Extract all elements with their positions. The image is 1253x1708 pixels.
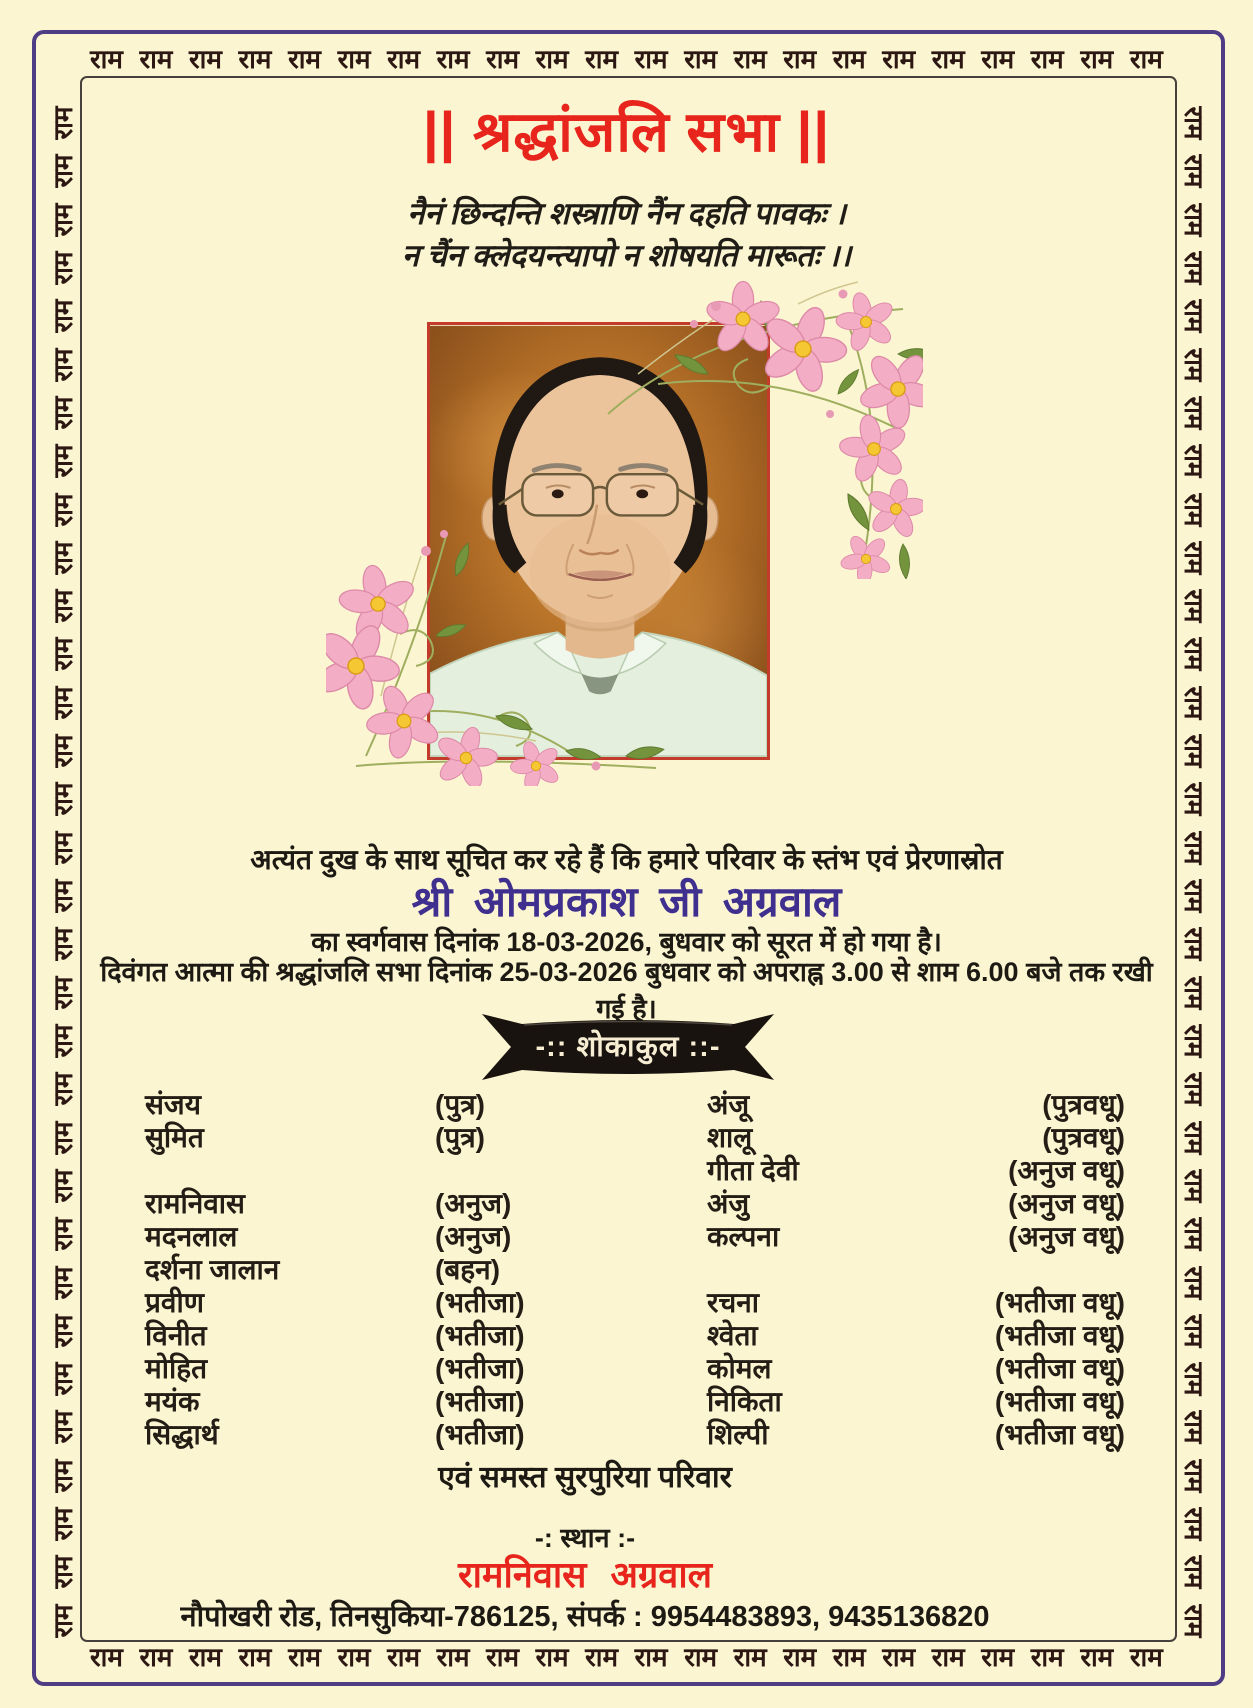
ram-border-word: राम bbox=[139, 44, 173, 74]
ram-border-word: राम bbox=[585, 44, 619, 74]
ram-border-word: राम bbox=[981, 44, 1015, 74]
ram-border-word: राम bbox=[634, 44, 668, 74]
portrait-photo bbox=[427, 322, 770, 760]
ram-border-word: राम bbox=[48, 1024, 78, 1058]
ram-border-word: राम bbox=[684, 44, 718, 74]
ram-border-word: राम bbox=[139, 1642, 173, 1672]
ram-border-word: राम bbox=[48, 299, 78, 333]
member-relation-right: (अनुज वधू) bbox=[1008, 1188, 1125, 1219]
member-relation-right: (भतीजा वधू) bbox=[994, 1287, 1125, 1318]
mourning-banner-label: -:: शोकाकुल ::- bbox=[535, 1030, 721, 1063]
ram-border-word: राम bbox=[733, 44, 767, 74]
ram-border-word: राम bbox=[1179, 1121, 1209, 1155]
ram-border-word: राम bbox=[1179, 348, 1209, 382]
member-name-right: अंजु bbox=[707, 1188, 750, 1219]
address-line: नौपोखरी रोड, तिनसुकिया-786125, संपर्क : 9954483893, 9435136820 bbox=[180, 1601, 990, 1633]
member-row bbox=[140, 1415, 1125, 1448]
member-relation-right: (भतीजा वधू) bbox=[994, 1353, 1125, 1384]
sabha-line-prefix: दिवंगत आत्मा की bbox=[100, 957, 276, 987]
member-name-right: निकिता bbox=[707, 1386, 782, 1417]
ram-border-word: राम bbox=[48, 1410, 78, 1444]
ram-border-word: राम bbox=[387, 1642, 421, 1672]
ram-border-word: राम bbox=[585, 1642, 619, 1672]
ram-border-word: राम bbox=[882, 1642, 916, 1672]
member-relation-right: (अनुज वधू) bbox=[1008, 1155, 1125, 1186]
member-relation-left: (भतीजा) bbox=[435, 1386, 525, 1417]
member-row bbox=[140, 1283, 1125, 1316]
portrait-illustration bbox=[430, 325, 767, 757]
member-name-right: गीता देवी bbox=[707, 1155, 799, 1186]
ram-border-word: राम bbox=[1179, 686, 1209, 720]
ram-border-word: राम bbox=[1179, 1362, 1209, 1396]
ram-border-word: राम bbox=[634, 1642, 668, 1672]
shloka-line-2: न चैंन क्लेदयन्त्यापो न शोषयति मारूतः ।। bbox=[401, 238, 852, 273]
member-name-left: सुमित bbox=[145, 1122, 204, 1153]
ram-border-word: राम bbox=[48, 782, 78, 816]
ram-border-word: राम bbox=[1179, 1410, 1209, 1444]
member-row bbox=[140, 1184, 1125, 1217]
shloka-line-1: नैनं छिन्दन्ति शस्त्राणि नैंन दहति पावकः । bbox=[407, 196, 846, 231]
ram-border-word: राम bbox=[931, 44, 965, 74]
ram-border-word: राम bbox=[1179, 299, 1209, 333]
member-name-left: रामनिवास bbox=[145, 1188, 245, 1219]
ram-border-word: राम bbox=[1179, 106, 1209, 140]
ram-border-word: राम bbox=[832, 1642, 866, 1672]
ram-border-word: राम bbox=[48, 348, 78, 382]
ram-border-word: राम bbox=[1179, 589, 1209, 623]
announcement-intro: अत्यंत दुख के साथ सूचित कर रहे हैं कि हमारे परिवार के स्तंभ एवं प्रेरणास्रोत bbox=[250, 844, 1003, 875]
member-row bbox=[140, 1217, 1125, 1250]
ram-border-word: राम bbox=[535, 1642, 569, 1672]
ram-border-word: राम bbox=[1179, 734, 1209, 768]
member-relation-right: (पुत्रवधू) bbox=[1042, 1122, 1125, 1153]
ram-border-word: राम bbox=[882, 44, 916, 74]
ram-border-word: राम bbox=[1179, 879, 1209, 913]
member-name-right: कोमल bbox=[707, 1353, 772, 1384]
ram-border-word: राम bbox=[48, 444, 78, 478]
member-relation-left: (भतीजा) bbox=[435, 1320, 525, 1351]
ram-border-word: राम bbox=[1179, 1072, 1209, 1106]
ram-border-word: राम bbox=[48, 106, 78, 140]
deceased-name: श्री ओमप्रकाश जी अग्रवाल bbox=[411, 878, 842, 925]
ram-border-word: राम bbox=[486, 44, 520, 74]
ram-border-word: राम bbox=[48, 1604, 78, 1638]
ram-border-word: राम bbox=[189, 44, 222, 74]
ram-border-word: राम bbox=[337, 1642, 371, 1672]
venue-heading: -: स्थान :- bbox=[534, 1523, 636, 1553]
ram-border-word: राम bbox=[48, 396, 78, 430]
ram-border-word: राम bbox=[48, 879, 78, 913]
member-name-right: रचना bbox=[707, 1287, 760, 1318]
ram-border-word: राम bbox=[48, 1459, 78, 1493]
host-name: रामनिवास अग्रवाल bbox=[457, 1554, 713, 1595]
ram-border-word: राम bbox=[48, 734, 78, 768]
ram-border-word: राम bbox=[1179, 493, 1209, 526]
member-relation-left: (भतीजा) bbox=[435, 1419, 525, 1450]
ram-border-word: राम bbox=[1179, 203, 1209, 237]
member-relation-right: (भतीजा वधू) bbox=[994, 1320, 1125, 1351]
member-name-left: संजय bbox=[145, 1089, 201, 1120]
ram-border-word: राम bbox=[48, 589, 78, 623]
ram-border-word: राम bbox=[48, 1072, 78, 1106]
member-relation-left: (अनुज) bbox=[435, 1221, 512, 1252]
ram-border-word: राम bbox=[48, 493, 78, 526]
ram-border-word: राम bbox=[1080, 44, 1114, 74]
member-name-left: मोहित bbox=[145, 1353, 208, 1384]
ram-border-word: राम bbox=[48, 1314, 78, 1348]
ram-border-word: राम bbox=[238, 44, 272, 74]
ram-border-bottom bbox=[90, 1644, 1163, 1670]
ram-border-word: राम bbox=[1179, 251, 1209, 285]
ram-border-word: राम bbox=[1179, 1169, 1209, 1203]
member-name-right: शालू bbox=[707, 1122, 753, 1153]
mourning-banner bbox=[482, 1012, 774, 1082]
ram-border-word: राम bbox=[436, 44, 470, 74]
ram-border-word: राम bbox=[48, 1507, 78, 1541]
ram-border-left bbox=[46, 106, 80, 1638]
member-name-right: अंजू bbox=[707, 1089, 750, 1120]
member-row bbox=[140, 1382, 1125, 1415]
ram-border-word: राम bbox=[1179, 1459, 1209, 1493]
member-name-left: मयंक bbox=[145, 1386, 200, 1417]
ram-border-word: राम bbox=[1179, 1507, 1209, 1541]
member-relation-right: (पुत्रवधू) bbox=[1042, 1089, 1125, 1120]
ram-border-word: राम bbox=[1030, 44, 1064, 74]
member-row bbox=[140, 1118, 1125, 1151]
ram-border-word: राम bbox=[733, 1642, 767, 1672]
ram-border-word: राम bbox=[1179, 396, 1209, 430]
members-list bbox=[140, 1085, 1125, 1448]
ram-border-word: राम bbox=[1129, 1642, 1163, 1672]
ram-border-word: राम bbox=[48, 1169, 78, 1203]
ram-border-word: राम bbox=[981, 1642, 1015, 1672]
ram-border-word: राम bbox=[48, 154, 78, 188]
ram-border-word: राम bbox=[1179, 927, 1209, 961]
ram-border-word: राम bbox=[1179, 541, 1209, 575]
sabha-line-suffix: दिनांक 25-03-2026 बुधवार को अपराह्न 3.00 से शाम 6.00 बजे तक रखी गई है। bbox=[420, 957, 1153, 1024]
ram-border-word: राम bbox=[48, 1121, 78, 1155]
ram-border-word: राम bbox=[48, 1555, 78, 1589]
member-relation-left: (भतीजा) bbox=[435, 1353, 525, 1384]
member-relation-left: (पुत्र) bbox=[435, 1122, 486, 1153]
ram-border-word: राम bbox=[48, 686, 78, 720]
ram-border-right bbox=[1177, 106, 1211, 1638]
member-name-left: प्रवीण bbox=[145, 1287, 204, 1318]
death-date-line: का स्वर्गवास दिनांक 18-03-2026, बुधवार को सूरत में हो गया है। bbox=[311, 927, 942, 957]
ram-border-word: राम bbox=[48, 203, 78, 237]
ram-border-word: राम bbox=[535, 44, 569, 74]
member-relation-left: (पुत्र) bbox=[435, 1089, 486, 1120]
member-relation-right: (अनुज वधू) bbox=[1008, 1221, 1125, 1252]
ram-border-word: राम bbox=[436, 1642, 470, 1672]
ram-border-word: राम bbox=[48, 1217, 78, 1251]
ram-border-word: राम bbox=[48, 831, 78, 865]
ram-border-word: राम bbox=[1179, 637, 1209, 671]
ram-border-word: राम bbox=[783, 1642, 817, 1672]
member-relation-right: (भतीजा वधू) bbox=[994, 1386, 1125, 1417]
ram-border-word: राम bbox=[1179, 154, 1209, 188]
ram-border-word: राम bbox=[90, 1642, 123, 1672]
member-row bbox=[140, 1085, 1125, 1118]
ram-border-word: राम bbox=[1179, 831, 1209, 865]
ram-border-word: राम bbox=[684, 1642, 718, 1672]
ram-border-word: राम bbox=[1179, 444, 1209, 478]
ram-border-word: राम bbox=[48, 976, 78, 1010]
member-row bbox=[140, 1349, 1125, 1382]
ram-border-word: राम bbox=[931, 1642, 965, 1672]
page-title: || श्रद्धांजलि सभा || bbox=[423, 100, 830, 163]
ram-border-word: राम bbox=[189, 1642, 222, 1672]
member-name-right: शिल्पी bbox=[707, 1419, 769, 1450]
ram-border-word: राम bbox=[1179, 1314, 1209, 1348]
member-name-right: कल्पना bbox=[707, 1221, 780, 1252]
ram-border-word: राम bbox=[288, 1642, 321, 1672]
ram-border-word: राम bbox=[1179, 1024, 1209, 1058]
ram-border-word: राम bbox=[337, 44, 371, 74]
member-name-right: श्वेता bbox=[707, 1320, 758, 1351]
member-relation-right: (भतीजा वधू) bbox=[994, 1419, 1125, 1450]
ram-border-word: राम bbox=[1080, 1642, 1114, 1672]
ram-border-word: राम bbox=[288, 44, 321, 74]
member-name-left: मदनलाल bbox=[145, 1221, 238, 1252]
ram-border-word: राम bbox=[48, 927, 78, 961]
member-relation-left: (भतीजा) bbox=[435, 1287, 525, 1318]
ram-border-word: राम bbox=[1179, 1217, 1209, 1251]
member-relation-left: (अनुज) bbox=[435, 1188, 512, 1219]
member-name-left: दर्शना जालान bbox=[145, 1254, 280, 1285]
ram-border-word: राम bbox=[90, 44, 123, 74]
ram-border-word: राम bbox=[832, 44, 866, 74]
ram-border-word: राम bbox=[486, 1642, 520, 1672]
ram-border-word: राम bbox=[48, 541, 78, 575]
ram-border-word: राम bbox=[1179, 1266, 1209, 1299]
ram-border-word: राम bbox=[1179, 1555, 1209, 1589]
member-name-left: विनीत bbox=[145, 1320, 207, 1351]
ram-border-word: राम bbox=[1030, 1642, 1064, 1672]
ram-border-word: राम bbox=[1129, 44, 1163, 74]
ram-border-word: राम bbox=[1179, 782, 1209, 816]
ram-border-word: राम bbox=[48, 251, 78, 285]
ram-border-word: राम bbox=[1179, 976, 1209, 1010]
ram-border-word: राम bbox=[1179, 1604, 1209, 1638]
member-row bbox=[140, 1316, 1125, 1349]
ram-border-word: राम bbox=[387, 44, 421, 74]
ram-border-word: राम bbox=[48, 1362, 78, 1396]
ram-border-word: राम bbox=[238, 1642, 272, 1672]
member-relation-left: (बहन) bbox=[435, 1254, 501, 1285]
ram-border-top bbox=[90, 46, 1163, 72]
family-line: एवं समस्त सुरपुरिया परिवार bbox=[438, 1461, 732, 1494]
ram-border-word: राम bbox=[48, 637, 78, 671]
sabha-line-bold: श्रद्धांजलि सभा bbox=[275, 957, 421, 987]
ram-border-word: राम bbox=[783, 44, 817, 74]
ram-border-word: राम bbox=[48, 1266, 78, 1299]
member-name-left: सिद्धार्थ bbox=[145, 1419, 219, 1450]
